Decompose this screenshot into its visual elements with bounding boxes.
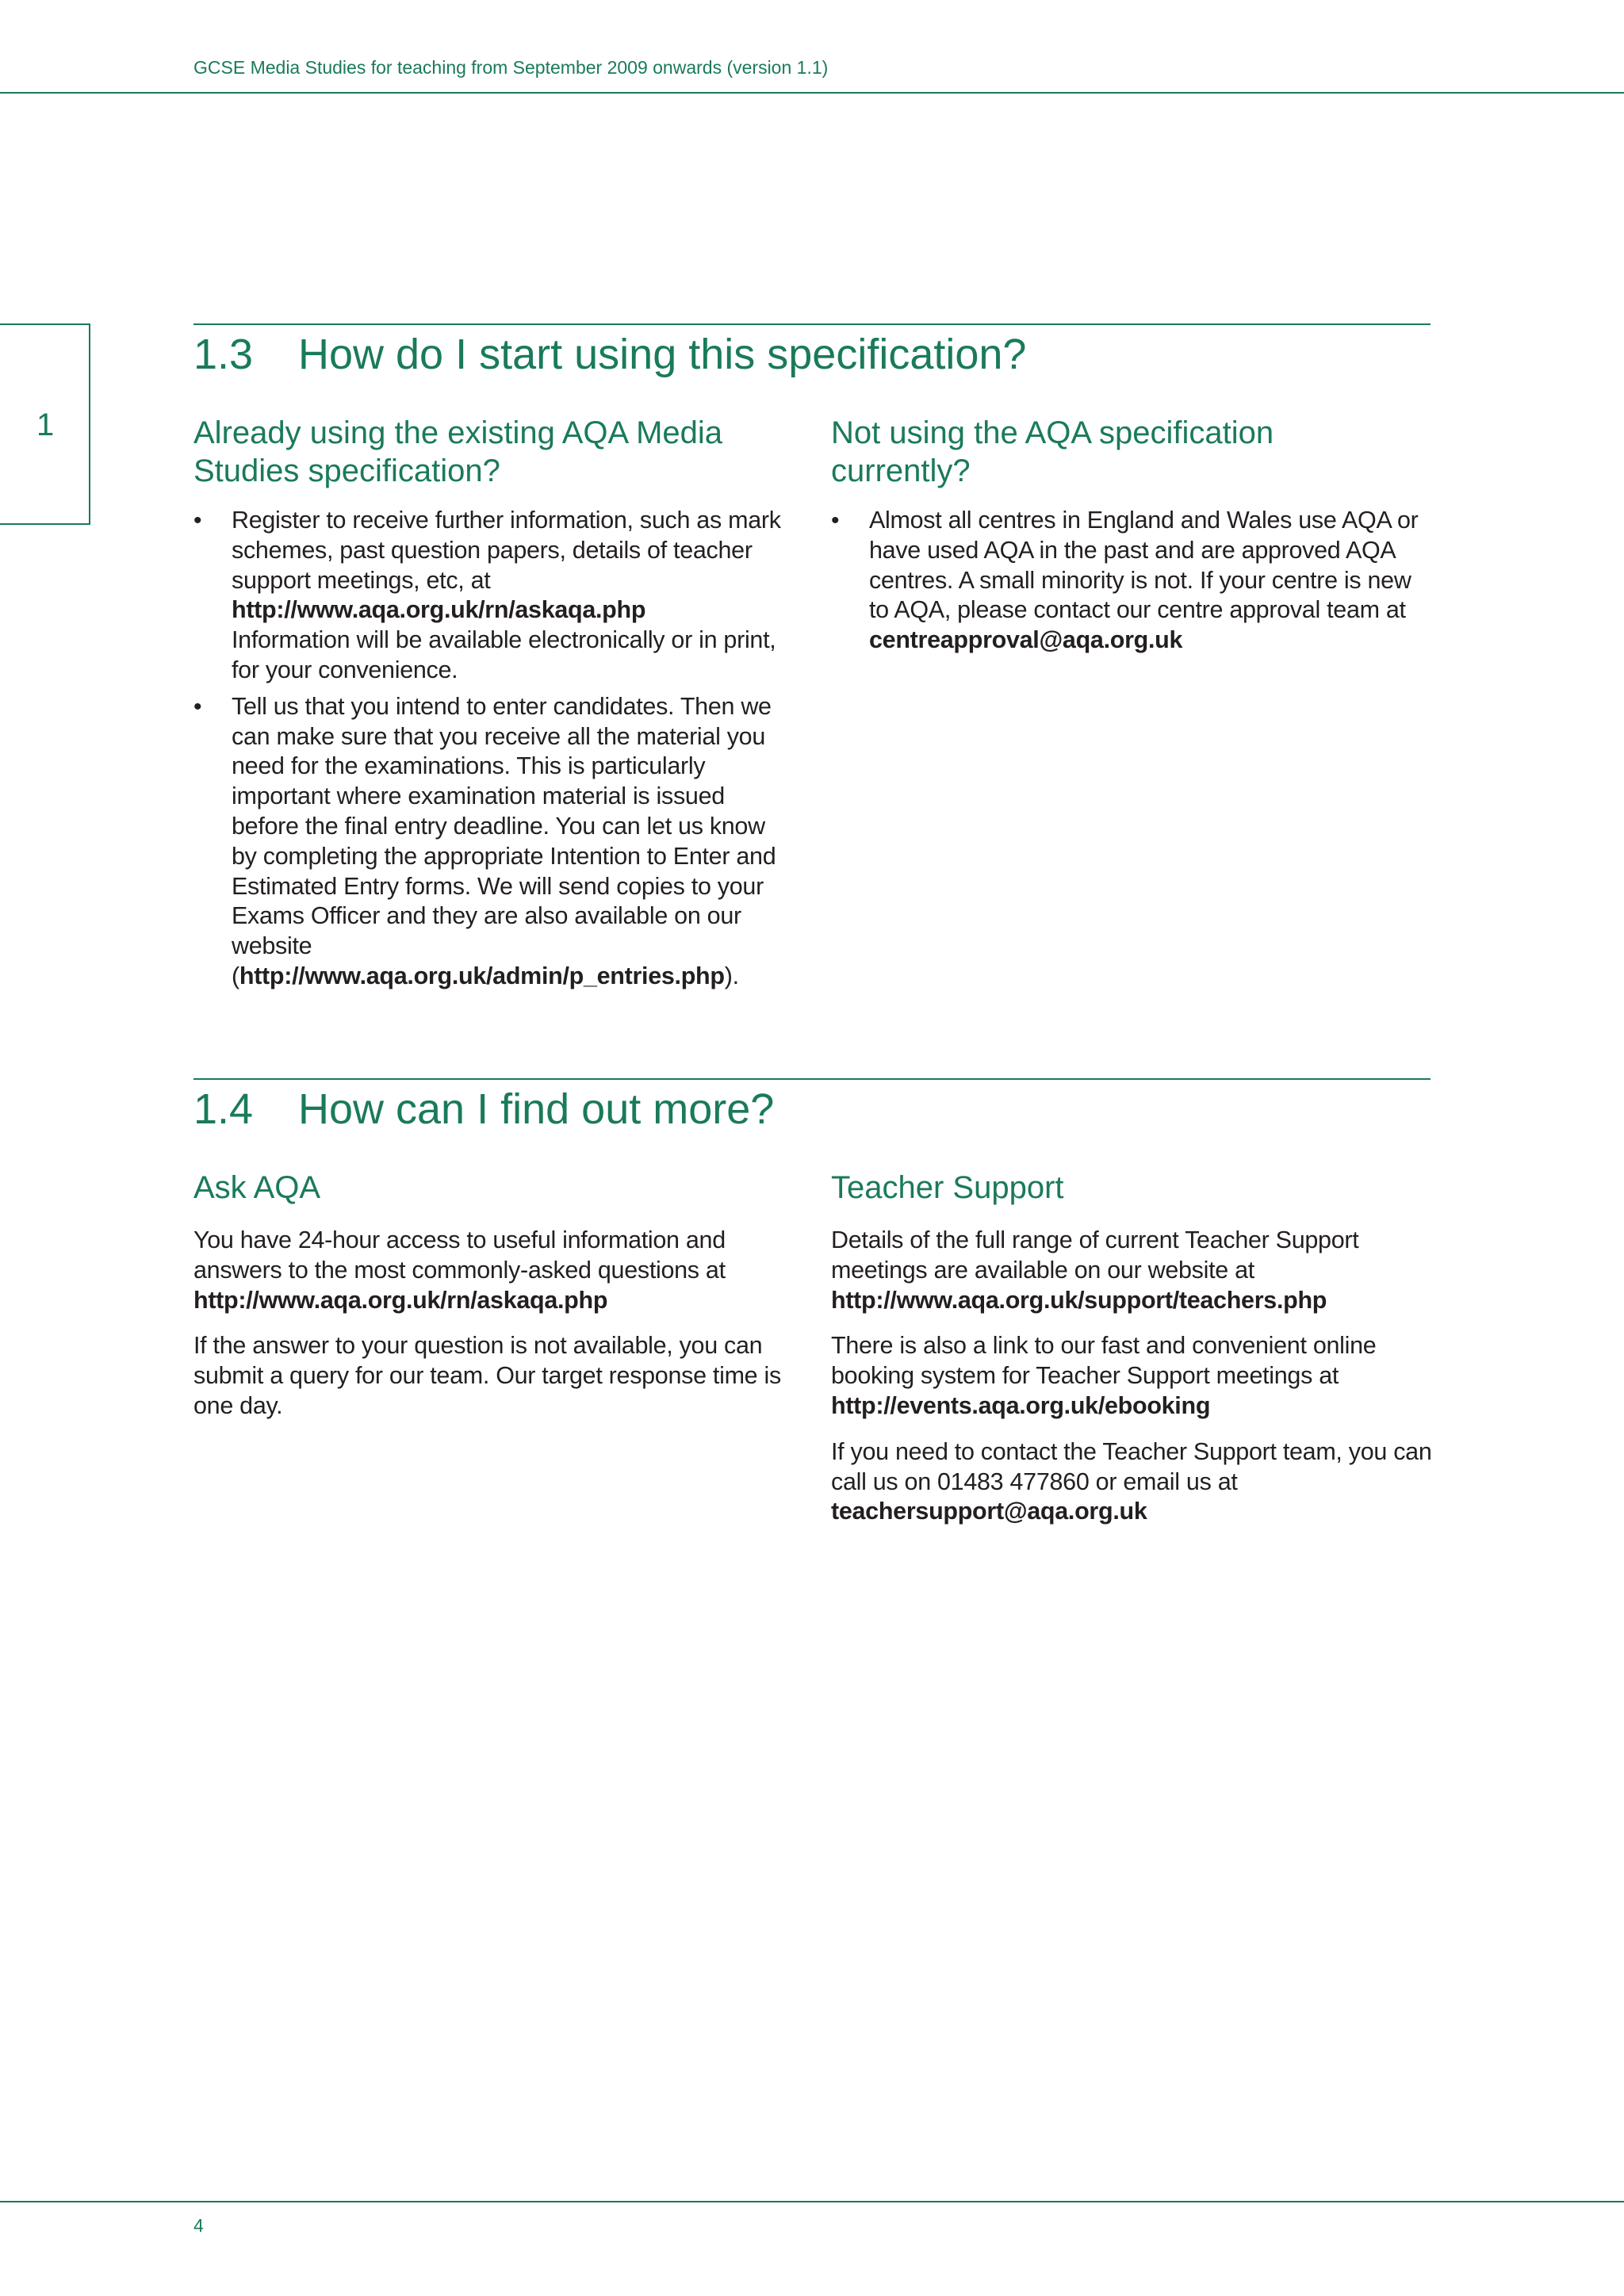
- list-item: [831, 506, 1434, 656]
- section-number: 1.3: [193, 331, 254, 378]
- section-1-3-title: [193, 330, 1026, 379]
- list-item-text: Information will be available electronically or in print, for your convenience.: [232, 626, 776, 683]
- bullet-icon: •: [193, 507, 202, 534]
- ask-aqa-heading: Ask AQA: [193, 1170, 321, 1205]
- paragraph-text: Details of the full range of current Teacher Support meetings are available on our website at: [831, 1226, 1359, 1284]
- teacher-support-paragraph: [831, 1437, 1434, 1527]
- paragraph-text: If you need to contact the Teacher Support team, you can call us on 01483 477860 or email us at: [831, 1437, 1432, 1495]
- heading-line: Already using the existing AQA Media: [193, 415, 723, 450]
- not-using-spec-list: [831, 506, 1434, 656]
- not-using-spec-heading: [831, 414, 1434, 490]
- bullet-icon: •: [193, 693, 202, 720]
- heading-line: Not using the AQA specification: [831, 415, 1274, 450]
- teacher-support-paragraph: [831, 1226, 1434, 1315]
- bullet-icon: •: [831, 507, 840, 534]
- list-item-text: Almost all centres in England and Wales use AQA or have used AQA in the past and are approved AQA centres. A small minority is not. If your centre is new to AQA, please contact our centre approval team at: [869, 507, 1419, 624]
- entries-link[interactable]: http://www.aqa.org.uk/admin/p_entries.php: [239, 962, 725, 989]
- teacher-support-heading: Teacher Support: [831, 1170, 1064, 1205]
- page-number: 4: [193, 2215, 204, 2236]
- ask-aqa-paragraph: If the answer to your question is not available, you can submit a query for our team. Our target response time is one day.: [193, 1332, 781, 1419]
- section-1-4-left-column: [193, 1169, 796, 1437]
- section-1-4-title: [193, 1085, 774, 1134]
- existing-spec-list: [193, 506, 796, 992]
- paragraph-text: You have 24-hour access to useful information and answers to the most commonly-asked questions at: [193, 1226, 726, 1284]
- askaqa-link[interactable]: http://www.aqa.org.uk/rn/askaqa.php: [232, 596, 646, 624]
- list-item: [193, 692, 796, 992]
- askaqa-link[interactable]: http://www.aqa.org.uk/rn/askaqa.php: [193, 1286, 608, 1314]
- chapter-tab-number: 1: [36, 408, 55, 442]
- heading-line: Studies specification?: [193, 453, 500, 488]
- section-title-text: How can I find out more?: [298, 1085, 775, 1133]
- footer-divider: [0, 2201, 1624, 2202]
- running-header: GCSE Media Studies for teaching from September 2009 onwards (version 1.1): [193, 57, 829, 78]
- section-number: 1.4: [193, 1085, 254, 1133]
- section-1-4-right-column: [831, 1169, 1434, 1543]
- section-1-3-right-column: [831, 414, 1434, 662]
- teacher-support-paragraph: [831, 1331, 1434, 1421]
- teacher-support-email-link[interactable]: teachersupport@aqa.org.uk: [831, 1498, 1147, 1525]
- section-1-3-divider: [193, 323, 1431, 325]
- teachers-support-link[interactable]: http://www.aqa.org.uk/support/teachers.php: [831, 1286, 1327, 1314]
- section-title-text: How do I start using this specification?: [298, 331, 1027, 378]
- heading-line: currently?: [831, 453, 971, 488]
- list-item: [193, 506, 796, 686]
- ask-aqa-paragraph: [193, 1226, 796, 1315]
- section-1-4-divider: [193, 1078, 1431, 1080]
- punctuation: ).: [724, 962, 739, 989]
- header-divider: [0, 92, 1624, 94]
- section-1-3-left-column: [193, 414, 796, 998]
- ebooking-link[interactable]: http://events.aqa.org.uk/ebooking: [831, 1391, 1211, 1419]
- punctuation: (: [232, 962, 239, 989]
- list-item-text: Register to receive further information, such as mark schemes, past question papers, details of teacher support meetings, etc, at: [232, 507, 781, 594]
- existing-spec-heading: [193, 414, 796, 490]
- centre-approval-email-link[interactable]: centreapproval@aqa.org.uk: [869, 626, 1183, 654]
- list-item-text: Tell us that you intend to enter candidates. Then we can make sure that you receive all the material you need for the examinations. This is particularly important where examination material is issued before the final entry deadline. You can let us know by completing the appropriate Intention to Enter and Estimated Entry forms. We will send copies to your Exams Officer and they are also available on our website: [232, 692, 776, 960]
- paragraph-text: There is also a link to our fast and convenient online booking system for Teacher Support meetings at: [831, 1332, 1377, 1390]
